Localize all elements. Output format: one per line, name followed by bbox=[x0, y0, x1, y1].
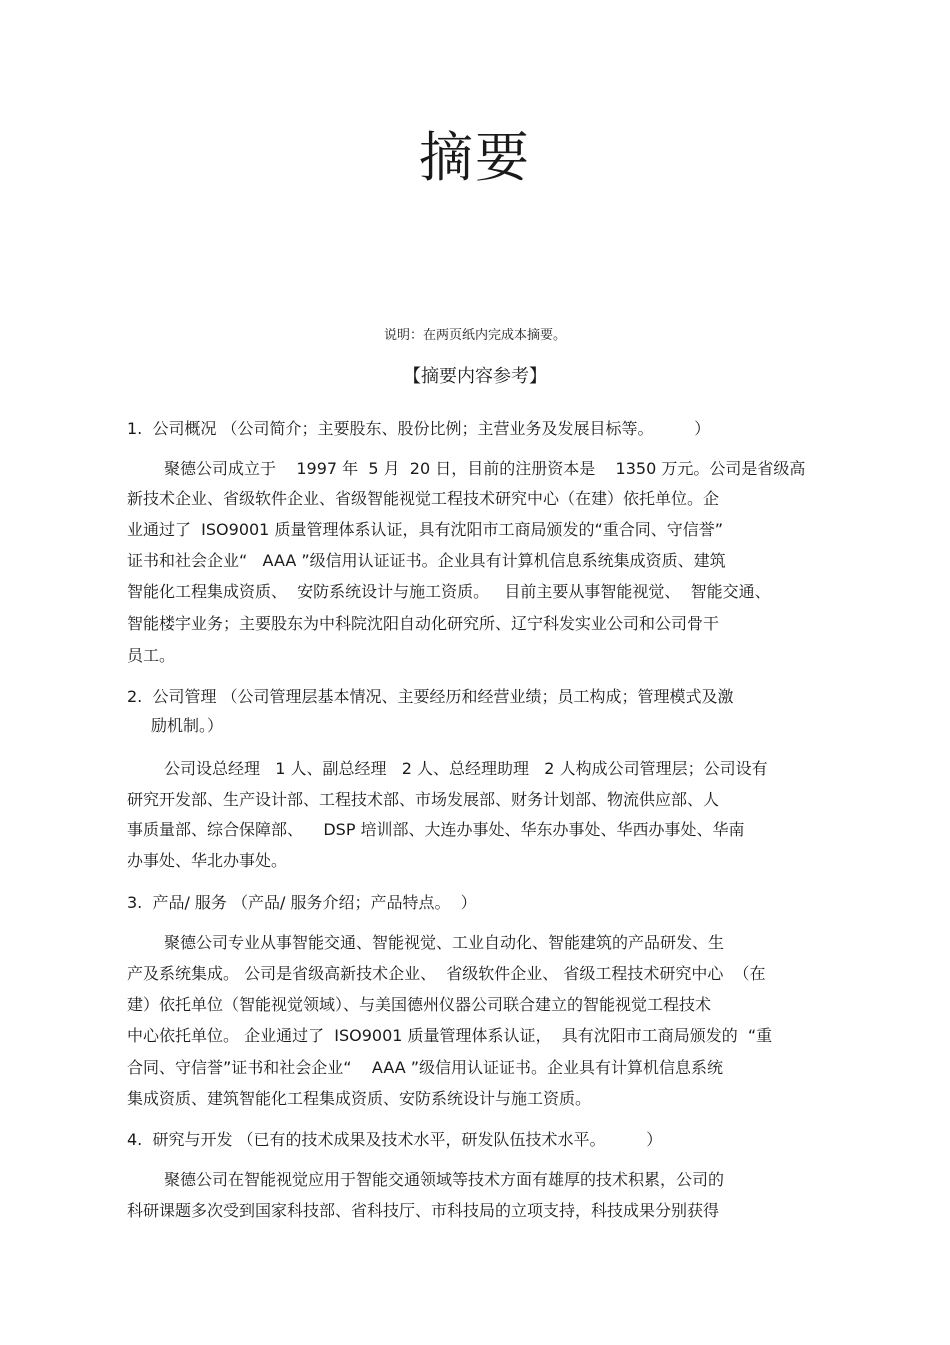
paragraph-line: 新技术企业、省级软件企业、省级智能视觉工程技术研究中心（在建）依托单位。企 bbox=[127, 489, 720, 508]
paragraph-line: 科研课题多次受到国家科技部、省科技厅、市科技局的立项支持，科技成果分别获得 bbox=[127, 1201, 720, 1220]
paragraph-line: 公司设总经理 1 人、副总经理 2 人、总经理助理 2 人构成公司管理层；公司设有 bbox=[164, 759, 768, 778]
heading-continuation: 励机制。） bbox=[151, 716, 224, 735]
paragraph-line: 聚德公司专业从事智能交通、智能视觉、工业自动化、智能建筑的产品研发、生 bbox=[164, 933, 725, 952]
paragraph-line: 中心依托单位。 企业通过了 ISO9001 质量管理体系认证， 具有沈阳市工商局颁发的 “重 bbox=[127, 1026, 773, 1045]
paragraph-line: 事质量部、综合保障部、 DSP 培训部、大连办事处、华东办事处、华西办事处、华南 bbox=[127, 820, 745, 839]
paragraph-line: 业通过了 ISO9001 质量管理体系认证，具有沈阳市工商局颁发的“重合同、守信誉” bbox=[127, 520, 724, 539]
paragraph-line: 证书和社会企业“ AAA ”级信用认证证书。企业具有计算机信息系统集成资质、建筑 bbox=[127, 551, 726, 570]
heading-products-services: 3. 产品/ 服务 （产品/ 服务介绍；产品特点。 ） bbox=[127, 893, 477, 912]
instruction-note: 说明：在两页纸内完成本摘要。 bbox=[383, 328, 566, 343]
paragraph-line: 员工。 bbox=[127, 646, 176, 665]
paragraph-line: 产及系统集成。 公司是省级高新技术企业、 省级软件企业、 省级工程技术研究中心 （在 bbox=[127, 964, 766, 983]
page-title: 摘要 bbox=[419, 126, 531, 189]
paragraph-line: 办事处、华北办事处。 bbox=[127, 851, 288, 870]
heading-company-management: 2. 公司管理 （公司管理层基本情况、主要经历和经营业绩；员工构成；管理模式及激 bbox=[127, 687, 734, 706]
paragraph-line: 智能化工程集成资质、 安防系统设计与施工资质。 目前主要从事智能视觉、 智能交通、 bbox=[127, 582, 771, 601]
paragraph-line: 聚德公司成立于 1997 年 5 月 20 日，目前的注册资本是 1350 万元。公司是省级高 bbox=[164, 459, 806, 478]
paragraph-line: 建）依托单位（智能视觉领域）、与美国德州仪器公司联合建立的智能视觉工程技术 bbox=[127, 995, 712, 1014]
paragraph-line: 聚德公司在智能视觉应用于智能交通领域等技术方面有雄厚的技术积累，公司的 bbox=[164, 1170, 725, 1189]
paragraph-line: 研究开发部、生产设计部、工程技术部、市场发展部、财务计划部、物流供应部、人 bbox=[127, 790, 720, 809]
heading-research-development: 4. 研究与开发 （已有的技术成果及技术水平，研发队伍技术水平。 ） bbox=[127, 1130, 663, 1149]
paragraph-line: 合同、守信誉”证书和社会企业“ AAA ”级信用认证证书。企业具有计算机信息系统 bbox=[127, 1058, 724, 1077]
section-subtitle: 【摘要内容参考】 bbox=[403, 366, 547, 387]
heading-company-overview: 1. 公司概况 （公司简介；主要股东、股份比例；主营业务及发展目标等。 ） bbox=[127, 419, 711, 438]
paragraph-line: 智能楼宇业务；主要股东为中科院沈阳自动化研究所、辽宁科发实业公司和公司骨干 bbox=[127, 614, 720, 633]
paragraph-line: 集成资质、建筑智能化工程集成资质、安防系统设计与施工资质。 bbox=[127, 1089, 592, 1108]
